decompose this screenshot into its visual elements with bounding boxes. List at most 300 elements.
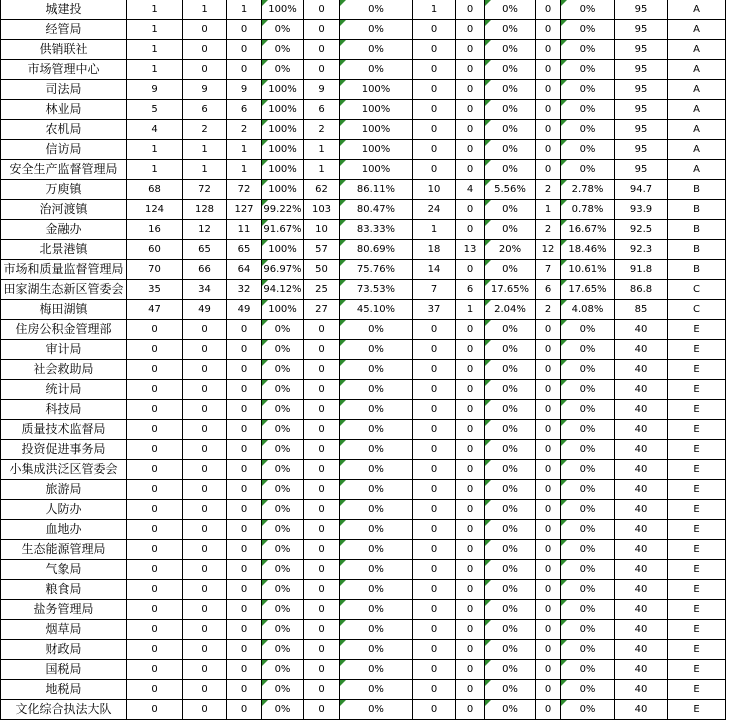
- col-d-cell[interactable]: 0: [227, 680, 262, 700]
- col-l-cell[interactable]: 0%: [561, 80, 615, 100]
- grade-cell[interactable]: E: [668, 580, 726, 600]
- col-c-cell[interactable]: 6: [183, 100, 227, 120]
- col-h-cell[interactable]: 0: [413, 160, 456, 180]
- col-e-cell[interactable]: 100%: [262, 180, 304, 200]
- col-i-cell[interactable]: 0: [456, 80, 485, 100]
- col-d-cell[interactable]: 2: [227, 120, 262, 140]
- col-h-cell[interactable]: 0: [413, 100, 456, 120]
- col-c-cell[interactable]: 0: [183, 600, 227, 620]
- col-h-cell[interactable]: 0: [413, 40, 456, 60]
- col-e-cell[interactable]: 0%: [262, 40, 304, 60]
- score-cell[interactable]: 40: [615, 580, 668, 600]
- col-h-cell[interactable]: 0: [413, 60, 456, 80]
- col-i-cell[interactable]: 4: [456, 180, 485, 200]
- col-j-cell[interactable]: 0%: [485, 220, 536, 240]
- col-k-cell[interactable]: 0: [536, 680, 561, 700]
- col-i-cell[interactable]: 0: [456, 500, 485, 520]
- col-b-cell[interactable]: 0: [127, 420, 183, 440]
- col-i-cell[interactable]: 0: [456, 200, 485, 220]
- unit-name-cell[interactable]: 旅游局: [1, 480, 127, 500]
- col-l-cell[interactable]: 0%: [561, 560, 615, 580]
- unit-name-cell[interactable]: 梅田湖镇: [1, 300, 127, 320]
- col-c-cell[interactable]: 49: [183, 300, 227, 320]
- col-l-cell[interactable]: 0%: [561, 60, 615, 80]
- unit-name-cell[interactable]: 小集成洪泛区管委会: [1, 460, 127, 480]
- col-g-cell[interactable]: 0%: [340, 380, 413, 400]
- col-e-cell[interactable]: 94.12%: [262, 280, 304, 300]
- col-g-cell[interactable]: 0%: [340, 40, 413, 60]
- col-c-cell[interactable]: 0: [183, 400, 227, 420]
- col-d-cell[interactable]: 11: [227, 220, 262, 240]
- col-d-cell[interactable]: 0: [227, 700, 262, 720]
- grade-cell[interactable]: B: [668, 180, 726, 200]
- col-e-cell[interactable]: 0%: [262, 20, 304, 40]
- col-g-cell[interactable]: 0%: [340, 420, 413, 440]
- col-d-cell[interactable]: 0: [227, 640, 262, 660]
- col-j-cell[interactable]: 5.56%: [485, 180, 536, 200]
- unit-name-cell[interactable]: 文化综合执法大队: [1, 700, 127, 720]
- col-k-cell[interactable]: 0: [536, 520, 561, 540]
- col-h-cell[interactable]: 7: [413, 280, 456, 300]
- unit-name-cell[interactable]: 统计局: [1, 380, 127, 400]
- col-i-cell[interactable]: 0: [456, 620, 485, 640]
- col-d-cell[interactable]: 1: [227, 140, 262, 160]
- col-d-cell[interactable]: 0: [227, 520, 262, 540]
- col-l-cell[interactable]: 0%: [561, 100, 615, 120]
- col-i-cell[interactable]: 0: [456, 120, 485, 140]
- col-i-cell[interactable]: 13: [456, 240, 485, 260]
- grade-cell[interactable]: A: [668, 160, 726, 180]
- col-d-cell[interactable]: 0: [227, 620, 262, 640]
- col-b-cell[interactable]: 1: [127, 160, 183, 180]
- col-l-cell[interactable]: 0%: [561, 620, 615, 640]
- score-cell[interactable]: 92.3: [615, 240, 668, 260]
- col-k-cell[interactable]: 0: [536, 120, 561, 140]
- col-i-cell[interactable]: 0: [456, 480, 485, 500]
- col-b-cell[interactable]: 60: [127, 240, 183, 260]
- col-l-cell[interactable]: 0%: [561, 120, 615, 140]
- grade-cell[interactable]: A: [668, 120, 726, 140]
- col-e-cell[interactable]: 0%: [262, 620, 304, 640]
- col-l-cell[interactable]: 0%: [561, 500, 615, 520]
- col-j-cell[interactable]: 0%: [485, 600, 536, 620]
- col-h-cell[interactable]: 18: [413, 240, 456, 260]
- col-e-cell[interactable]: 0%: [262, 340, 304, 360]
- col-b-cell[interactable]: 4: [127, 120, 183, 140]
- col-i-cell[interactable]: 0: [456, 520, 485, 540]
- col-e-cell[interactable]: 0%: [262, 520, 304, 540]
- unit-name-cell[interactable]: 市场和质量监督管理局: [1, 260, 127, 280]
- col-j-cell[interactable]: 0%: [485, 260, 536, 280]
- col-l-cell[interactable]: 0%: [561, 660, 615, 680]
- col-l-cell[interactable]: 0%: [561, 400, 615, 420]
- col-e-cell[interactable]: 0%: [262, 500, 304, 520]
- col-k-cell[interactable]: 0: [536, 460, 561, 480]
- col-c-cell[interactable]: 0: [183, 700, 227, 720]
- col-g-cell[interactable]: 0%: [340, 600, 413, 620]
- grade-cell[interactable]: A: [668, 140, 726, 160]
- col-d-cell[interactable]: 0: [227, 400, 262, 420]
- col-h-cell[interactable]: 0: [413, 680, 456, 700]
- col-f-cell[interactable]: 0: [304, 700, 340, 720]
- col-b-cell[interactable]: 0: [127, 680, 183, 700]
- col-c-cell[interactable]: 0: [183, 460, 227, 480]
- col-e-cell[interactable]: 100%: [262, 300, 304, 320]
- col-i-cell[interactable]: 0: [456, 60, 485, 80]
- grade-cell[interactable]: C: [668, 300, 726, 320]
- col-j-cell[interactable]: 0%: [485, 620, 536, 640]
- unit-name-cell[interactable]: 供销联社: [1, 40, 127, 60]
- col-h-cell[interactable]: 0: [413, 420, 456, 440]
- col-g-cell[interactable]: 0%: [340, 640, 413, 660]
- col-i-cell[interactable]: 0: [456, 0, 485, 20]
- col-f-cell[interactable]: 0: [304, 340, 340, 360]
- grade-cell[interactable]: A: [668, 20, 726, 40]
- score-cell[interactable]: 40: [615, 600, 668, 620]
- col-g-cell[interactable]: 0%: [340, 520, 413, 540]
- unit-name-cell[interactable]: 盐务管理局: [1, 600, 127, 620]
- col-i-cell[interactable]: 1: [456, 300, 485, 320]
- score-cell[interactable]: 40: [615, 660, 668, 680]
- grade-cell[interactable]: B: [668, 220, 726, 240]
- col-c-cell[interactable]: 34: [183, 280, 227, 300]
- col-k-cell[interactable]: 0: [536, 40, 561, 60]
- col-i-cell[interactable]: 0: [456, 660, 485, 680]
- col-h-cell[interactable]: 0: [413, 700, 456, 720]
- col-h-cell[interactable]: 37: [413, 300, 456, 320]
- col-f-cell[interactable]: 50: [304, 260, 340, 280]
- unit-name-cell[interactable]: 财政局: [1, 640, 127, 660]
- col-b-cell[interactable]: 9: [127, 80, 183, 100]
- col-f-cell[interactable]: 1: [304, 140, 340, 160]
- col-i-cell[interactable]: 0: [456, 40, 485, 60]
- col-k-cell[interactable]: 0: [536, 640, 561, 660]
- col-c-cell[interactable]: 0: [183, 20, 227, 40]
- col-g-cell[interactable]: 0%: [340, 680, 413, 700]
- col-c-cell[interactable]: 0: [183, 380, 227, 400]
- col-g-cell[interactable]: 0%: [340, 700, 413, 720]
- col-f-cell[interactable]: 9: [304, 80, 340, 100]
- col-b-cell[interactable]: 70: [127, 260, 183, 280]
- grade-cell[interactable]: E: [668, 420, 726, 440]
- col-k-cell[interactable]: 0: [536, 20, 561, 40]
- col-h-cell[interactable]: 0: [413, 520, 456, 540]
- score-cell[interactable]: 94.7: [615, 180, 668, 200]
- col-b-cell[interactable]: 1: [127, 40, 183, 60]
- col-f-cell[interactable]: 25: [304, 280, 340, 300]
- score-cell[interactable]: 95: [615, 20, 668, 40]
- unit-name-cell[interactable]: 经管局: [1, 20, 127, 40]
- col-h-cell[interactable]: 1: [413, 0, 456, 20]
- col-c-cell[interactable]: 0: [183, 540, 227, 560]
- col-j-cell[interactable]: 0%: [485, 20, 536, 40]
- col-j-cell[interactable]: 0%: [485, 360, 536, 380]
- col-h-cell[interactable]: 0: [413, 400, 456, 420]
- col-i-cell[interactable]: 0: [456, 360, 485, 380]
- grade-cell[interactable]: E: [668, 700, 726, 720]
- score-cell[interactable]: 40: [615, 340, 668, 360]
- col-d-cell[interactable]: 0: [227, 340, 262, 360]
- col-j-cell[interactable]: 0%: [485, 100, 536, 120]
- col-c-cell[interactable]: 0: [183, 660, 227, 680]
- col-k-cell[interactable]: 0: [536, 420, 561, 440]
- col-e-cell[interactable]: 0%: [262, 420, 304, 440]
- col-g-cell[interactable]: 0%: [340, 620, 413, 640]
- col-h-cell[interactable]: 0: [413, 620, 456, 640]
- col-h-cell[interactable]: 0: [413, 20, 456, 40]
- col-f-cell[interactable]: 10: [304, 220, 340, 240]
- col-f-cell[interactable]: 0: [304, 440, 340, 460]
- col-f-cell[interactable]: 0: [304, 660, 340, 680]
- col-b-cell[interactable]: 1: [127, 60, 183, 80]
- grade-cell[interactable]: E: [668, 460, 726, 480]
- col-c-cell[interactable]: 0: [183, 40, 227, 60]
- grade-cell[interactable]: A: [668, 80, 726, 100]
- col-g-cell[interactable]: 0%: [340, 660, 413, 680]
- col-d-cell[interactable]: 0: [227, 20, 262, 40]
- col-j-cell[interactable]: 0%: [485, 660, 536, 680]
- col-c-cell[interactable]: 1: [183, 160, 227, 180]
- col-h-cell[interactable]: 0: [413, 540, 456, 560]
- col-g-cell[interactable]: 45.10%: [340, 300, 413, 320]
- unit-name-cell[interactable]: 万庾镇: [1, 180, 127, 200]
- col-l-cell[interactable]: 0%: [561, 0, 615, 20]
- col-d-cell[interactable]: 0: [227, 360, 262, 380]
- grade-cell[interactable]: A: [668, 100, 726, 120]
- col-j-cell[interactable]: 0%: [485, 560, 536, 580]
- unit-name-cell[interactable]: 安全生产监督管理局: [1, 160, 127, 180]
- col-e-cell[interactable]: 0%: [262, 460, 304, 480]
- col-g-cell[interactable]: 73.53%: [340, 280, 413, 300]
- col-b-cell[interactable]: 0: [127, 700, 183, 720]
- col-l-cell[interactable]: 0%: [561, 20, 615, 40]
- col-g-cell[interactable]: 0%: [340, 560, 413, 580]
- col-f-cell[interactable]: 0: [304, 580, 340, 600]
- col-l-cell[interactable]: 0%: [561, 600, 615, 620]
- unit-name-cell[interactable]: 市场管理中心: [1, 60, 127, 80]
- col-d-cell[interactable]: 6: [227, 100, 262, 120]
- col-l-cell[interactable]: 0%: [561, 680, 615, 700]
- unit-name-cell[interactable]: 人防办: [1, 500, 127, 520]
- col-j-cell[interactable]: 0%: [485, 80, 536, 100]
- col-j-cell[interactable]: 0%: [485, 480, 536, 500]
- col-c-cell[interactable]: 0: [183, 420, 227, 440]
- grade-cell[interactable]: E: [668, 640, 726, 660]
- col-i-cell[interactable]: 0: [456, 260, 485, 280]
- unit-name-cell[interactable]: 田家湖生态新区管委会: [1, 280, 127, 300]
- col-f-cell[interactable]: 0: [304, 380, 340, 400]
- col-i-cell[interactable]: 0: [456, 340, 485, 360]
- col-k-cell[interactable]: 0: [536, 360, 561, 380]
- score-cell[interactable]: 92.5: [615, 220, 668, 240]
- col-g-cell[interactable]: 100%: [340, 140, 413, 160]
- col-k-cell[interactable]: 0: [536, 380, 561, 400]
- col-d-cell[interactable]: 64: [227, 260, 262, 280]
- col-d-cell[interactable]: 9: [227, 80, 262, 100]
- col-f-cell[interactable]: 0: [304, 620, 340, 640]
- grade-cell[interactable]: E: [668, 520, 726, 540]
- col-c-cell[interactable]: 0: [183, 500, 227, 520]
- col-c-cell[interactable]: 0: [183, 340, 227, 360]
- col-k-cell[interactable]: 0: [536, 540, 561, 560]
- col-g-cell[interactable]: 0%: [340, 500, 413, 520]
- col-k-cell[interactable]: 0: [536, 0, 561, 20]
- col-i-cell[interactable]: 0: [456, 140, 485, 160]
- col-e-cell[interactable]: 0%: [262, 440, 304, 460]
- col-h-cell[interactable]: 10: [413, 180, 456, 200]
- score-cell[interactable]: 40: [615, 560, 668, 580]
- col-k-cell[interactable]: 0: [536, 160, 561, 180]
- col-j-cell[interactable]: 2.04%: [485, 300, 536, 320]
- col-j-cell[interactable]: 0%: [485, 140, 536, 160]
- col-f-cell[interactable]: 0: [304, 680, 340, 700]
- col-g-cell[interactable]: 100%: [340, 120, 413, 140]
- col-e-cell[interactable]: 0%: [262, 60, 304, 80]
- col-e-cell[interactable]: 0%: [262, 480, 304, 500]
- score-cell[interactable]: 95: [615, 120, 668, 140]
- col-e-cell[interactable]: 0%: [262, 400, 304, 420]
- col-g-cell[interactable]: 83.33%: [340, 220, 413, 240]
- col-j-cell[interactable]: 0%: [485, 540, 536, 560]
- col-g-cell[interactable]: 0%: [340, 480, 413, 500]
- col-l-cell[interactable]: 10.61%: [561, 260, 615, 280]
- col-e-cell[interactable]: 0%: [262, 600, 304, 620]
- col-k-cell[interactable]: 2: [536, 300, 561, 320]
- col-k-cell[interactable]: 2: [536, 180, 561, 200]
- col-k-cell[interactable]: 0: [536, 600, 561, 620]
- col-j-cell[interactable]: 0%: [485, 580, 536, 600]
- col-d-cell[interactable]: 0: [227, 500, 262, 520]
- col-b-cell[interactable]: 47: [127, 300, 183, 320]
- col-k-cell[interactable]: 1: [536, 200, 561, 220]
- col-l-cell[interactable]: 2.78%: [561, 180, 615, 200]
- col-h-cell[interactable]: 0: [413, 660, 456, 680]
- col-d-cell[interactable]: 0: [227, 580, 262, 600]
- unit-name-cell[interactable]: 金融办: [1, 220, 127, 240]
- col-g-cell[interactable]: 0%: [340, 0, 413, 20]
- score-cell[interactable]: 40: [615, 540, 668, 560]
- col-d-cell[interactable]: 0: [227, 380, 262, 400]
- col-i-cell[interactable]: 0: [456, 600, 485, 620]
- col-g-cell[interactable]: 100%: [340, 160, 413, 180]
- col-c-cell[interactable]: 0: [183, 480, 227, 500]
- col-d-cell[interactable]: 65: [227, 240, 262, 260]
- col-b-cell[interactable]: 0: [127, 560, 183, 580]
- col-d-cell[interactable]: 32: [227, 280, 262, 300]
- col-e-cell[interactable]: 0%: [262, 360, 304, 380]
- col-e-cell[interactable]: 0%: [262, 560, 304, 580]
- col-c-cell[interactable]: 0: [183, 320, 227, 340]
- unit-name-cell[interactable]: 林业局: [1, 100, 127, 120]
- grade-cell[interactable]: E: [668, 600, 726, 620]
- score-cell[interactable]: 95: [615, 160, 668, 180]
- col-d-cell[interactable]: 72: [227, 180, 262, 200]
- col-h-cell[interactable]: 0: [413, 320, 456, 340]
- col-b-cell[interactable]: 1: [127, 140, 183, 160]
- col-g-cell[interactable]: 75.76%: [340, 260, 413, 280]
- col-j-cell[interactable]: 0%: [485, 500, 536, 520]
- col-j-cell[interactable]: 0%: [485, 460, 536, 480]
- col-f-cell[interactable]: 0: [304, 0, 340, 20]
- col-b-cell[interactable]: 1: [127, 20, 183, 40]
- col-j-cell[interactable]: 0%: [485, 380, 536, 400]
- score-cell[interactable]: 40: [615, 440, 668, 460]
- col-f-cell[interactable]: 0: [304, 600, 340, 620]
- col-c-cell[interactable]: 0: [183, 60, 227, 80]
- col-j-cell[interactable]: 0%: [485, 420, 536, 440]
- col-b-cell[interactable]: 16: [127, 220, 183, 240]
- col-h-cell[interactable]: 0: [413, 560, 456, 580]
- col-f-cell[interactable]: 0: [304, 360, 340, 380]
- score-cell[interactable]: 40: [615, 480, 668, 500]
- score-cell[interactable]: 40: [615, 700, 668, 720]
- col-f-cell[interactable]: 2: [304, 120, 340, 140]
- score-cell[interactable]: 95: [615, 80, 668, 100]
- unit-name-cell[interactable]: 烟草局: [1, 620, 127, 640]
- unit-name-cell[interactable]: 住房公积金管理部: [1, 320, 127, 340]
- unit-name-cell[interactable]: 司法局: [1, 80, 127, 100]
- col-e-cell[interactable]: 0%: [262, 700, 304, 720]
- col-f-cell[interactable]: 0: [304, 40, 340, 60]
- col-d-cell[interactable]: 0: [227, 560, 262, 580]
- col-l-cell[interactable]: 0%: [561, 320, 615, 340]
- col-i-cell[interactable]: 0: [456, 540, 485, 560]
- col-c-cell[interactable]: 0: [183, 360, 227, 380]
- col-g-cell[interactable]: 100%: [340, 80, 413, 100]
- col-f-cell[interactable]: 0: [304, 520, 340, 540]
- col-g-cell[interactable]: 0%: [340, 580, 413, 600]
- col-j-cell[interactable]: 0%: [485, 40, 536, 60]
- col-k-cell[interactable]: 0: [536, 320, 561, 340]
- grade-cell[interactable]: E: [668, 320, 726, 340]
- col-c-cell[interactable]: 0: [183, 520, 227, 540]
- col-f-cell[interactable]: 62: [304, 180, 340, 200]
- col-i-cell[interactable]: 6: [456, 280, 485, 300]
- col-b-cell[interactable]: 0: [127, 620, 183, 640]
- col-i-cell[interactable]: 0: [456, 220, 485, 240]
- grade-cell[interactable]: B: [668, 260, 726, 280]
- col-c-cell[interactable]: 12: [183, 220, 227, 240]
- grade-cell[interactable]: E: [668, 380, 726, 400]
- col-l-cell[interactable]: 0%: [561, 480, 615, 500]
- col-b-cell[interactable]: 0: [127, 400, 183, 420]
- col-h-cell[interactable]: 14: [413, 260, 456, 280]
- col-k-cell[interactable]: 7: [536, 260, 561, 280]
- col-i-cell[interactable]: 0: [456, 380, 485, 400]
- col-g-cell[interactable]: 0%: [340, 440, 413, 460]
- col-f-cell[interactable]: 0: [304, 500, 340, 520]
- col-h-cell[interactable]: 0: [413, 480, 456, 500]
- col-h-cell[interactable]: 24: [413, 200, 456, 220]
- score-cell[interactable]: 95: [615, 60, 668, 80]
- col-h-cell[interactable]: 0: [413, 640, 456, 660]
- col-j-cell[interactable]: 0%: [485, 0, 536, 20]
- grade-cell[interactable]: B: [668, 240, 726, 260]
- grade-cell[interactable]: E: [668, 360, 726, 380]
- col-l-cell[interactable]: 0%: [561, 360, 615, 380]
- col-i-cell[interactable]: 0: [456, 440, 485, 460]
- col-k-cell[interactable]: 12: [536, 240, 561, 260]
- unit-name-cell[interactable]: 气象局: [1, 560, 127, 580]
- col-j-cell[interactable]: 0%: [485, 520, 536, 540]
- col-e-cell[interactable]: 100%: [262, 0, 304, 20]
- col-d-cell[interactable]: 0: [227, 600, 262, 620]
- col-b-cell[interactable]: 0: [127, 500, 183, 520]
- col-d-cell[interactable]: 0: [227, 60, 262, 80]
- col-j-cell[interactable]: 0%: [485, 640, 536, 660]
- col-i-cell[interactable]: 0: [456, 320, 485, 340]
- grade-cell[interactable]: E: [668, 660, 726, 680]
